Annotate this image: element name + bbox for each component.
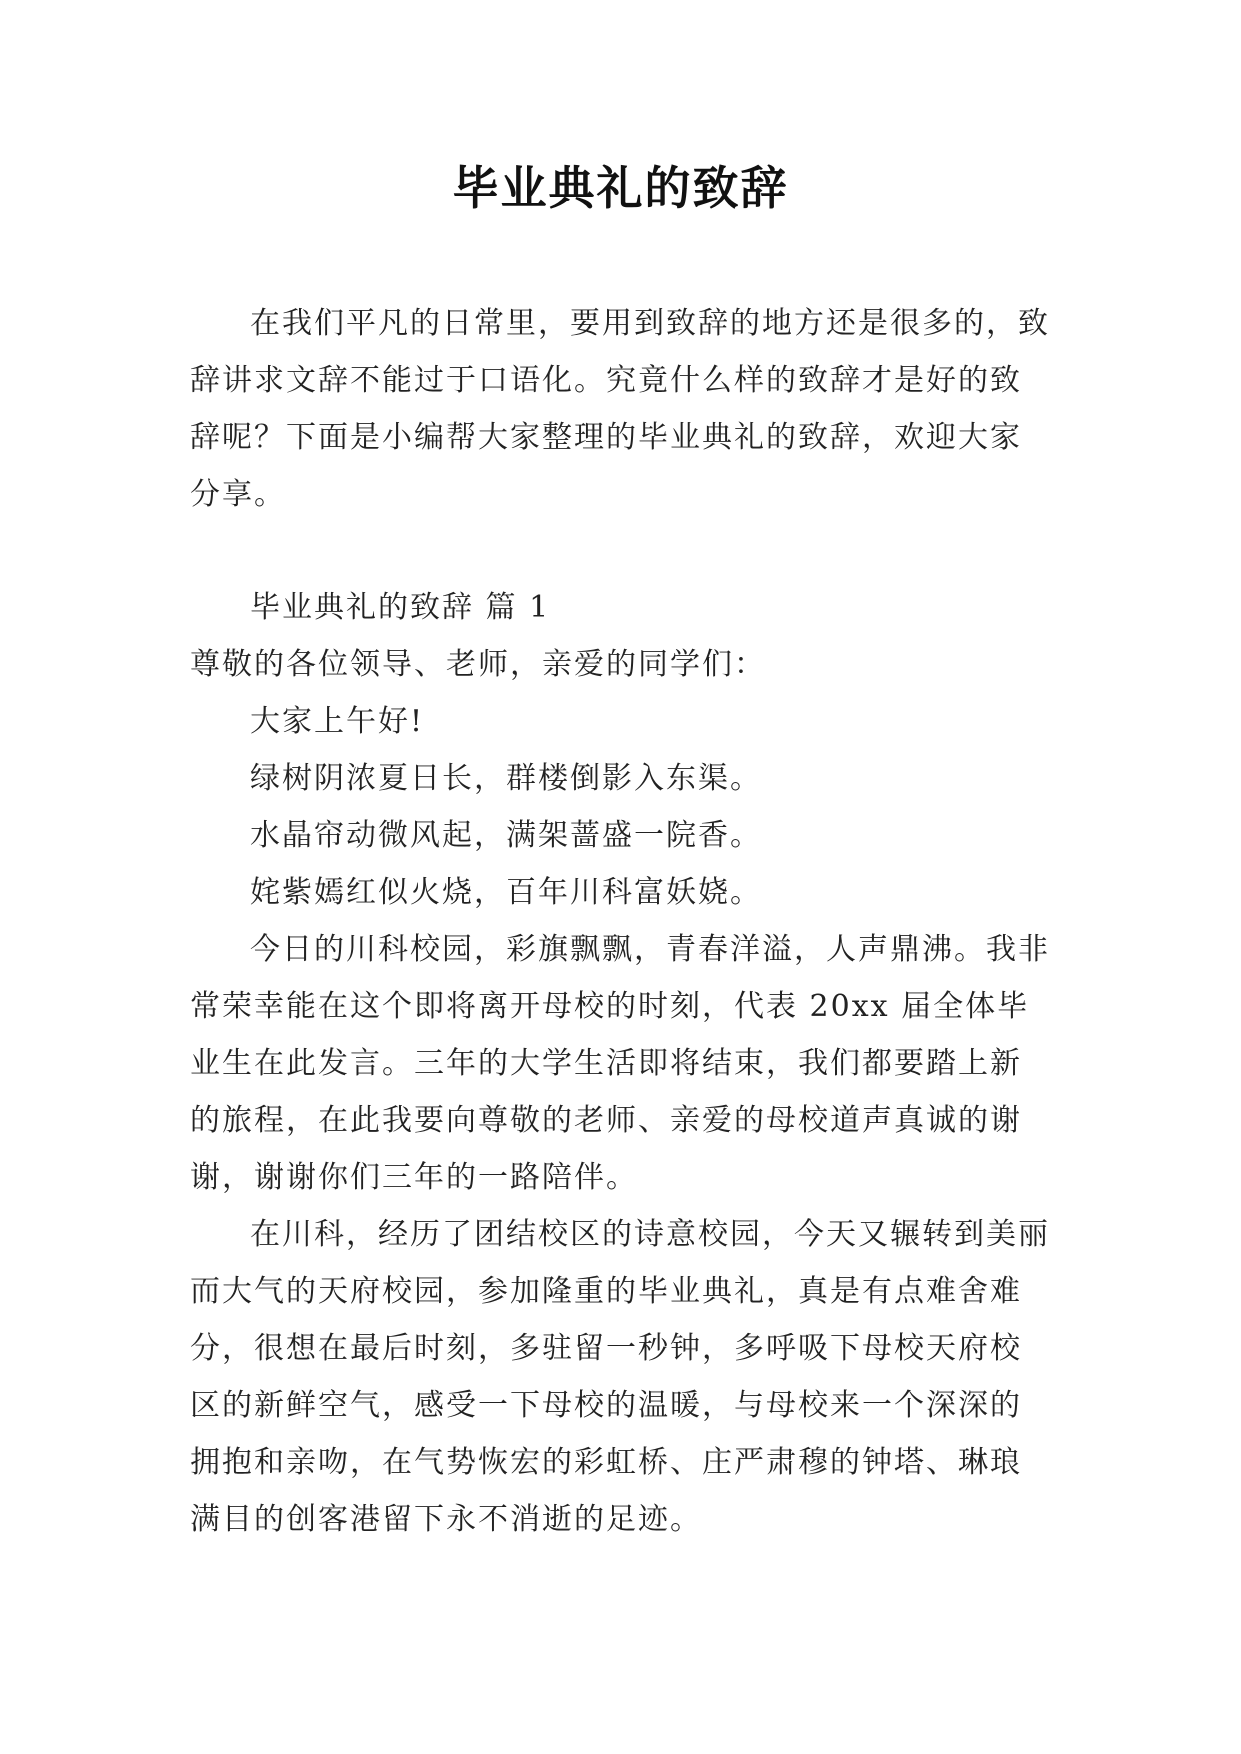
poem-line: 水晶帘动微风起，满架蔷盛一院香。 bbox=[250, 818, 762, 853]
document-body bbox=[190, 295, 1050, 1548]
poem-line: 绿树阴浓夏日长，群楼倒影入东渠。 bbox=[250, 761, 762, 796]
poem-line: 姹紫嫣红似火烧，百年川科富妖娆。 bbox=[250, 875, 762, 910]
section-heading: 毕业典礼的致辞 篇 1 bbox=[250, 590, 551, 625]
intro-paragraph: 在我们平凡的日常里，要用到致辞的地方还是很多的，致辞讲求文辞不能过于口语化。究竟什么样的致辞才是好的致辞呢？下面是小编帮大家整理的毕业典礼的致辞，欢迎大家分享。 bbox=[190, 306, 1050, 512]
body-paragraph: 在川科，经历了团结校区的诗意校园，今天又辗转到美丽而大气的天府校园，参加隆重的毕业典礼，真是有点难舍难分，很想在最后时刻，多驻留一秒钟，多呼吸下母校天府校区的新鲜空气，感受一下母校的温暖，与母校来一个深深的拥抱和亲吻，在气势恢宏的彩虹桥、庄严肃穆的钟塔、琳琅满目的创客港留下永不消逝的足迹。 bbox=[190, 1217, 1050, 1537]
body-paragraph: 今日的川科校园，彩旗飘飘，青春洋溢，人声鼎沸。我非常荣幸能在这个即将离开母校的时刻，代表 20xx 届全体毕业生在此发言。三年的大学生活即将结束，我们都要踏上新的旅程，在此我要向尊敬的老师、亲爱的母校道声真诚的谢谢，谢谢你们三年的一路陪伴。 bbox=[190, 932, 1050, 1195]
document-title: 毕业典礼的致辞 bbox=[452, 161, 789, 215]
salutation: 尊敬的各位领导、老师，亲爱的同学们： bbox=[190, 647, 766, 682]
greeting: 大家上午好! bbox=[250, 704, 425, 739]
